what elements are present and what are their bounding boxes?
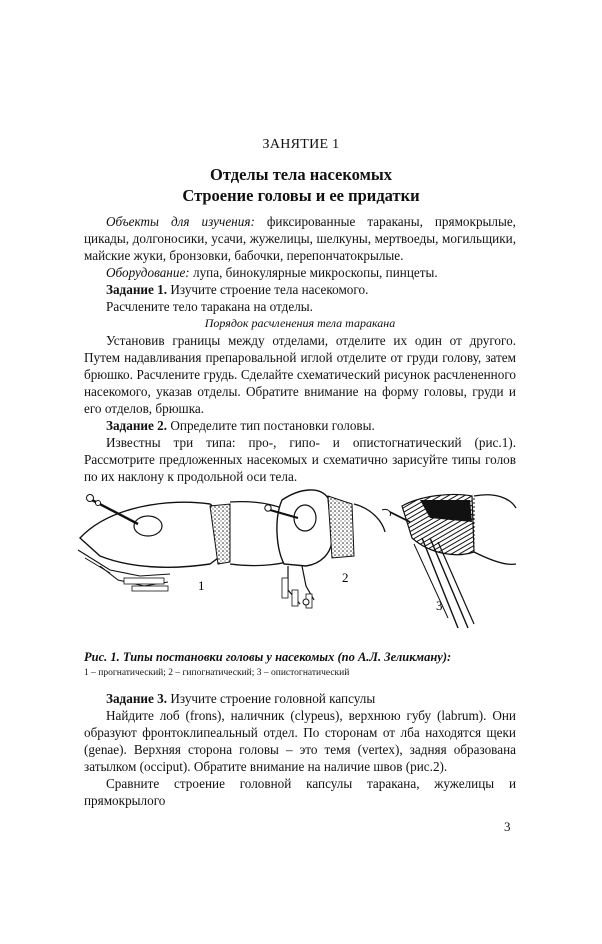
task1-instruction: Расчлените тело таракана на отделы. xyxy=(106,299,313,314)
opisthognathous-head-drawing xyxy=(382,494,516,628)
lesson-label: ЗАНЯТИЕ 1 xyxy=(262,137,340,152)
page-number: 3 xyxy=(504,819,511,834)
equipment-text: лупа, бинокулярные микроскопы, пинцеты. xyxy=(189,265,438,280)
page-title-line1: Отделы тела насекомых xyxy=(210,165,392,184)
equipment-paragraph xyxy=(84,264,516,281)
task3-section xyxy=(84,690,516,809)
objects-text: фиксированные тараканы, прямокрылые, цикады, долгоносики, усачи, жужелицы, шелкуны, мертвоеды, могильщики, майские жуки, бронзовки, бабочки, перепончатокрылые. xyxy=(84,214,516,263)
figure-label-1: 1 xyxy=(198,578,205,593)
objects-paragraph xyxy=(84,213,516,264)
task2-paragraph xyxy=(84,417,516,434)
task2-description: Известны три типа: про-, гипо- и опистогнатический (рис.1). Рассмотрите предложенных насекомых и схематично зарисуйте типы голов по их наклону к продольной оси тела. xyxy=(84,435,516,484)
figure-head-types xyxy=(70,478,520,638)
task1-text: Изучите строение тела насекомого. xyxy=(167,282,369,297)
task2-label: Задание 2. xyxy=(106,418,168,433)
figure-caption: Рис. 1. Типы постановки головы у насекомых (по А.Л. Зеликману): xyxy=(84,650,452,664)
task3-label: Задание 3. xyxy=(106,691,168,706)
hypognathous-head-drawing xyxy=(265,490,385,608)
figure-label-3: 3 xyxy=(436,598,443,613)
figure-subcaption: 1 – прогнатический; 2 – гипогнатический; 3 – опистогнатический xyxy=(84,668,350,678)
task3-compare: Сравните строение головной капсулы таракана, жужелицы и прямокрылого xyxy=(84,776,516,808)
task1-label: Задание 1. xyxy=(106,282,168,297)
objects-label: Объекты для изучения: xyxy=(106,214,255,229)
intro-section xyxy=(84,213,516,485)
task3-text: Изучите строение головной капсулы xyxy=(167,691,376,706)
page-title-line2: Строение головы и ее придатки xyxy=(182,186,420,205)
task3-paragraph xyxy=(84,690,516,707)
task2-text: Определите тип постановки головы. xyxy=(167,418,375,433)
task1-paragraph xyxy=(84,281,516,298)
procedure-heading: Порядок расчленения тела таракана xyxy=(204,316,396,330)
figure-label-2: 2 xyxy=(342,570,349,585)
task3-description: Найдите лоб (frons), наличник (clypeus), верхнюю губу (labrum). Они образуют фронтоклипеальный отдел. По сторонам от лба находятся щеки (genae). Верхняя сторона головы – это темя (vertex), задняя образована затылком (occiput). Обратите внимание на наличие швов (рис.2). xyxy=(84,708,516,774)
equipment-label: Оборудование: xyxy=(106,265,190,280)
procedure-paragraph: Установив границы между отделами, отделите их один от другого. Путем надавливания препаровальной иглой отделите от груди голову, затем брюшко. Расчлените грудь. Сделайте схематический рисунок расчлененного насекомого, указав отделы. Обратите внимание на форму головы, груди и его отделов, брюшка. xyxy=(84,333,516,416)
